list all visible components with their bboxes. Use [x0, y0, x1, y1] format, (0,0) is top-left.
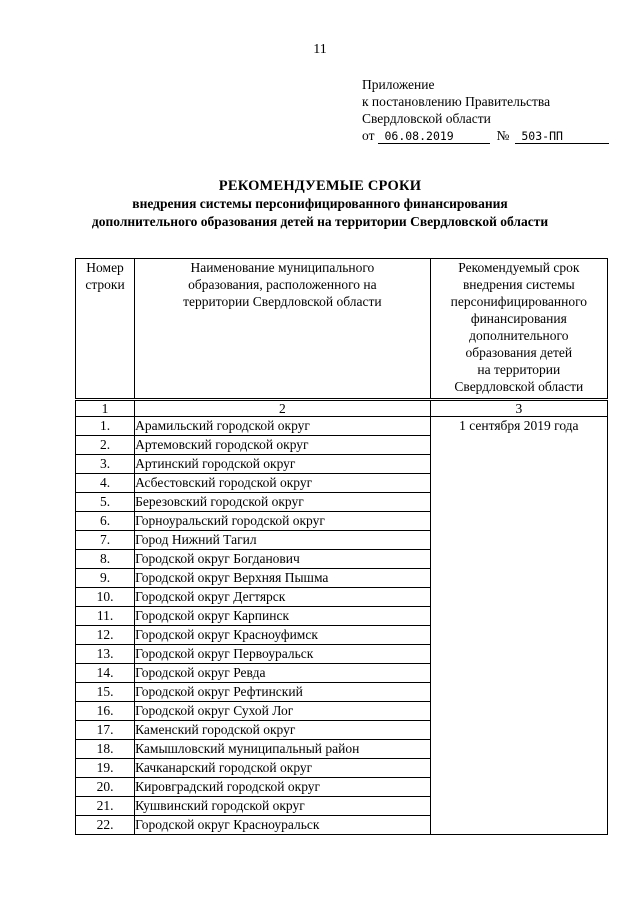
- column-index: 2: [135, 400, 431, 417]
- resolution-date: 06.08.2019: [378, 129, 490, 144]
- number-label: №: [496, 128, 510, 143]
- header-text-line: Наименование муниципального: [190, 260, 375, 275]
- municipality-name: Асбестовский городской округ: [135, 474, 431, 493]
- row-number: 4.: [76, 474, 135, 493]
- appendix-line-3: Свердловской области: [362, 111, 491, 126]
- municipality-name: Горноуральский городской округ: [135, 512, 431, 531]
- municipality-name: Городской округ Богданович: [135, 550, 431, 569]
- column-index-row: [76, 400, 608, 417]
- row-number: 19.: [76, 759, 135, 778]
- row-number: 16.: [76, 702, 135, 721]
- row-number: 2.: [76, 436, 135, 455]
- municipality-name: Городской округ Рефтинский: [135, 683, 431, 702]
- municipality-name: Кировградский городской округ: [135, 778, 431, 797]
- header-row-number: [76, 259, 135, 400]
- municipalities-table: [75, 258, 608, 835]
- row-number: 3.: [76, 455, 135, 474]
- title-line-3: дополнительного образования детей на территории Свердловской области: [91, 214, 549, 229]
- header-text-line: территории Свердловской области: [183, 294, 382, 309]
- title-main: РЕКОМЕНДУЕМЫЕ СРОКИ: [218, 178, 422, 194]
- header-recommended-term: [430, 259, 607, 400]
- row-number: 6.: [76, 512, 135, 531]
- header-text-line: Свердловской области: [454, 379, 584, 394]
- municipality-name: Городской округ Красноуфимск: [135, 626, 431, 645]
- header-text-line: Рекомендуемый срок: [458, 260, 580, 275]
- municipality-name: Городской округ Дегтярск: [135, 588, 431, 607]
- municipality-name: Качканарский городской округ: [135, 759, 431, 778]
- header-text-line: образования, расположенного на: [188, 277, 377, 292]
- row-number: 5.: [76, 493, 135, 512]
- municipality-name: Березовский городской округ: [135, 493, 431, 512]
- header-text-line: Номер: [86, 260, 124, 275]
- row-number: 12.: [76, 626, 135, 645]
- header-text-line: финансирования: [470, 311, 567, 326]
- resolution-reference: [362, 127, 609, 144]
- municipality-name: Камышловский муниципальный район: [135, 740, 431, 759]
- header-text-line: внедрения системы: [462, 277, 575, 292]
- from-label: от: [362, 128, 375, 143]
- municipality-name: Городской округ Красноуральск: [135, 816, 431, 835]
- appendix-block: [362, 76, 609, 144]
- appendix-line-2: к постановлению Правительства: [362, 94, 551, 109]
- row-number: 15.: [76, 683, 135, 702]
- municipality-name: Город Нижний Тагил: [135, 531, 431, 550]
- municipality-name: Каменский городской округ: [135, 721, 431, 740]
- row-number: 8.: [76, 550, 135, 569]
- row-number: 17.: [76, 721, 135, 740]
- municipality-name: Артемовский городской округ: [135, 436, 431, 455]
- row-number: 22.: [76, 816, 135, 835]
- municipality-name: Городской округ Ревда: [135, 664, 431, 683]
- recommended-term: 1 сентября 2019 года: [430, 417, 607, 835]
- row-number: 10.: [76, 588, 135, 607]
- header-text-line: дополнительного: [469, 328, 569, 343]
- header-municipality-name: [135, 259, 431, 400]
- municipality-name: Городской округ Первоуральск: [135, 645, 431, 664]
- row-number: 7.: [76, 531, 135, 550]
- row-number: 9.: [76, 569, 135, 588]
- title-line-2: внедрения системы персонифицированного финансирования: [132, 196, 508, 211]
- municipality-name: Кушвинский городской округ: [135, 797, 431, 816]
- page-number: 11: [313, 42, 327, 57]
- resolution-number: 503-ПП: [515, 129, 609, 144]
- header-text-line: строки: [85, 277, 125, 292]
- municipality-name: Арамильский городской округ: [135, 417, 431, 436]
- header-text-line: персонифицированного: [450, 294, 588, 309]
- appendix-line-1: Приложение: [362, 77, 435, 92]
- municipality-name: Городской округ Сухой Лог: [135, 702, 431, 721]
- table-header-row: [76, 259, 608, 400]
- document-title: [0, 177, 640, 231]
- row-number: 21.: [76, 797, 135, 816]
- header-text-line: на территории: [477, 362, 561, 377]
- table-row: [76, 417, 608, 436]
- row-number: 20.: [76, 778, 135, 797]
- municipality-name: Артинский городской округ: [135, 455, 431, 474]
- column-index: 1: [76, 400, 135, 417]
- row-number: 18.: [76, 740, 135, 759]
- header-text-line: образования детей: [465, 345, 573, 360]
- row-number: 1.: [76, 417, 135, 436]
- municipality-name: Городской округ Карпинск: [135, 607, 431, 626]
- column-index: 3: [430, 400, 607, 417]
- row-number: 11.: [76, 607, 135, 626]
- municipality-name: Городской округ Верхняя Пышма: [135, 569, 431, 588]
- row-number: 14.: [76, 664, 135, 683]
- row-number: 13.: [76, 645, 135, 664]
